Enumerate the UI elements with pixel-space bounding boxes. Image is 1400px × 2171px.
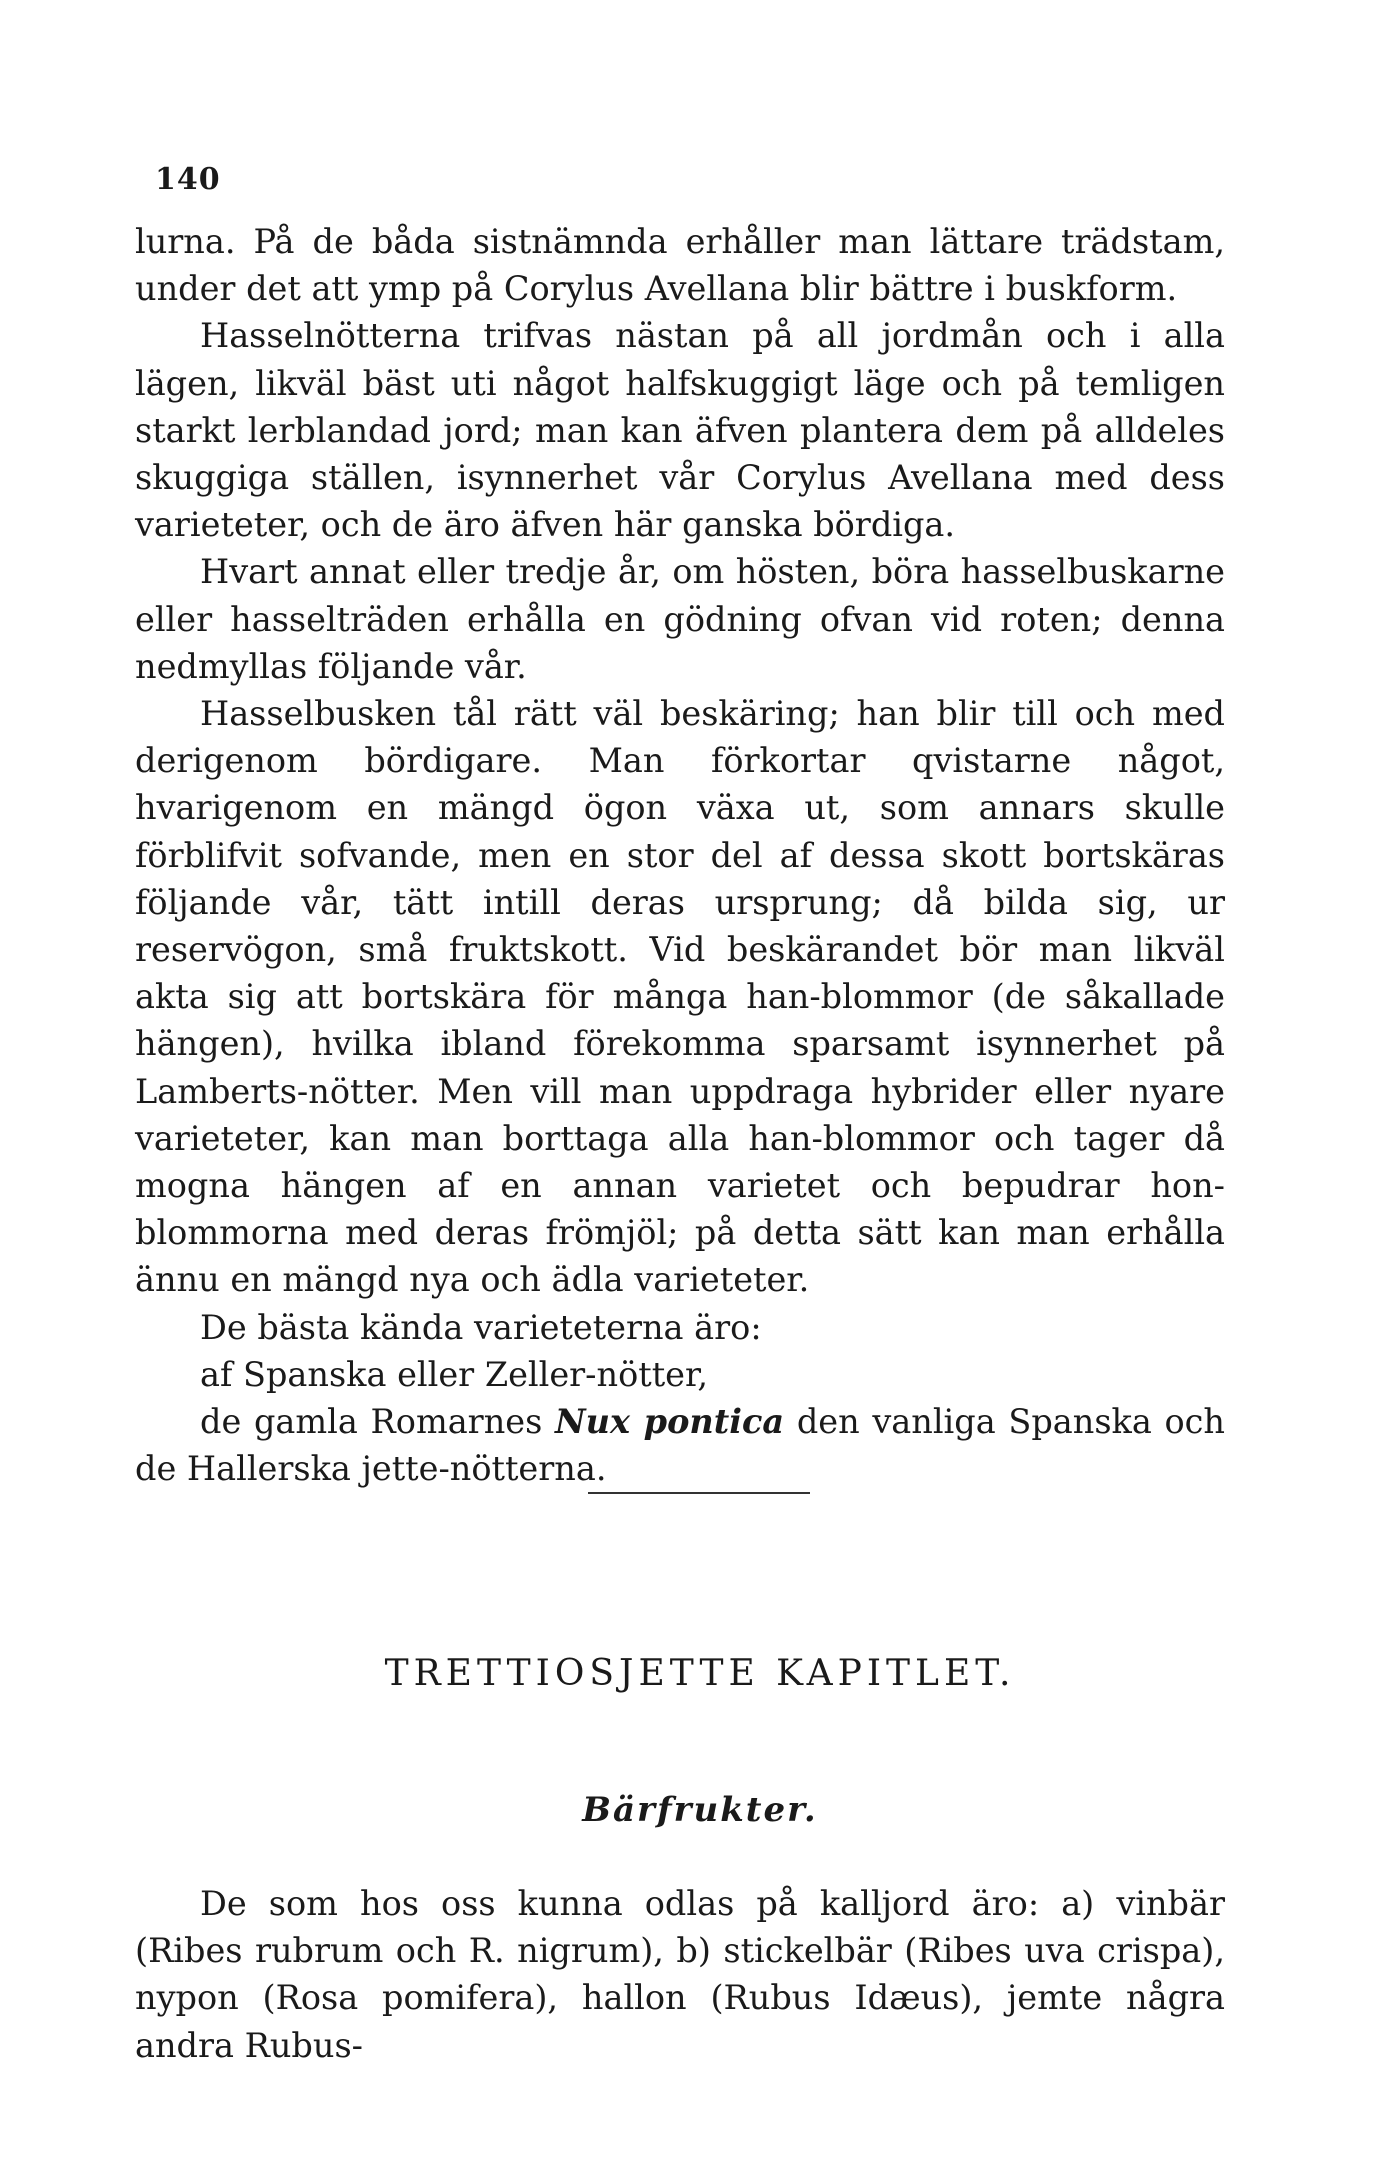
paragraph-continuation: lurna. På de båda sistnämnda erhåller man lättare trädstam, under det att ymp på Corylus Avellana blir bättre i buskform.	[135, 222, 1225, 309]
page-number: 140	[155, 162, 221, 197]
main-text	[135, 218, 1225, 1492]
paragraph-soil: Hasselnötterna trifvas nästan på all jordmån och i alla lägen, likväl bäst uti något halfskuggigt läge och på temligen starkt lerblandad jord; man kan äfven plantera dem på alldeles skuggiga ställen, isynnerhet vår Corylus Avellana med dess varieteter, och de äro äfven här ganska bördiga.	[135, 316, 1225, 545]
varieties-line-roman	[135, 1398, 1225, 1492]
paragraph-pruning: Hasselbusken tål rätt väl beskäring; han blir till och med derigenom bördigare. Man förkortar qvistarne något, hvarigenom en mängd ögon växa ut, som annars skulle förblifvit sofvande, men en stor del af dessa skott bortskäras följande vår, tätt intill deras ursprung; då bilda sig, ur reservögon, små fruktskott. Vid beskärandet bör man likväl akta sig att bortskära för många han-blommor (de såkallade hängen), hvilka ibland förekomma sparsamt isynnerhet på Lamberts-nötter. Men vill man uppdraga hybrider eller nyare varieteter, kan man borttaga alla han-blommor och tager då mogna hängen af en annan varietet och bepudrar hon-blommorna med deras frömjöl; på detta sätt kan man erhålla ännu en mängd nya och ädla varieteter.	[135, 694, 1225, 1300]
paragraph-fertilizing: Hvart annat eller tredje år, om hösten, böra hasselbuskarne eller hasselträden erhålla en gödning ofvan vid roten; denna nedmyllas följande vår.	[135, 552, 1225, 686]
chapter-text	[135, 1880, 1225, 2069]
chapter-title: TRETTIOSJETTE KAPITLET.	[384, 1653, 1016, 1694]
paragraph-berries: De som hos oss kunna odlas på kalljord äro: a) vinbär (Ribes rubrum och R. nigrum), b) stickelbär (Ribes uva crispa), nypon (Rosa pomifera), hallon (Rubus Idæus), jemte några andra Rubus-	[135, 1884, 1225, 2065]
varieties-text-after: den vanliga Spanska och de Hallerska jette-nötterna.	[135, 1402, 1226, 1489]
varieties-text-before: de gamla Romarnes	[200, 1402, 555, 1442]
section-subtitle: Bärfrukter.	[582, 1790, 818, 1830]
varieties-intro: De bästa kända varieteterna äro:	[200, 1307, 762, 1347]
nux-pontica-italic: Nux pontica	[555, 1402, 785, 1442]
section-divider	[588, 1492, 810, 1494]
varieties-line-spanish: af Spanska eller Zeller-nötter,	[200, 1354, 708, 1394]
